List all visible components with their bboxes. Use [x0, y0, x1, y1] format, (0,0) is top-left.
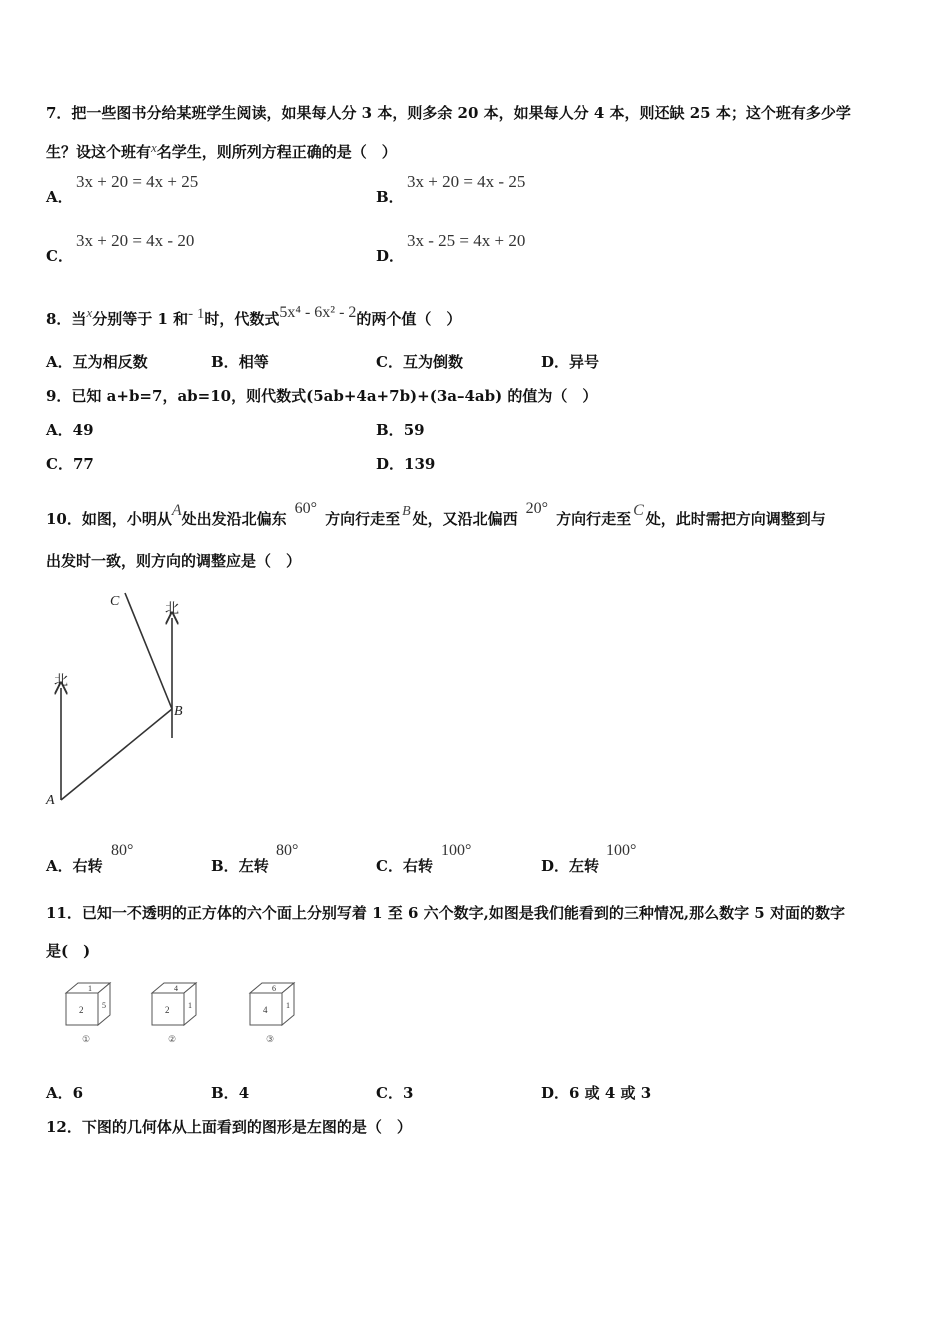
q8-stem-part3: 时，代数式: [204, 310, 280, 328]
figure-label-a: A: [46, 793, 55, 808]
q7-option-b-label: B．: [376, 188, 404, 206]
q8-var: x: [86, 305, 93, 320]
q8-option-c: C．互为倒数: [376, 353, 463, 371]
cube-3-caption: ③: [266, 1034, 275, 1044]
cube-3-top: 6: [272, 984, 276, 993]
q8-stem-part4: 的两个值（ ）: [356, 310, 462, 328]
segment-ab: [61, 709, 172, 800]
q8-option-a: A．互为相反数: [46, 353, 148, 371]
cube-2-front: 2: [165, 1005, 170, 1015]
q10-option-a: A．右转: [46, 857, 103, 875]
q10-option-d-angle: 100°: [606, 842, 637, 859]
q7-var: x: [151, 140, 157, 155]
cube-1-top: 1: [88, 984, 92, 993]
q7-option-d-expr: 3x - 25 = 4x + 20: [407, 231, 526, 250]
q10-option-b: B．左转: [211, 857, 269, 875]
q10-option-c: C．右转: [376, 857, 433, 875]
north-label-a: 北: [54, 674, 68, 689]
cube-2-top: 4: [174, 984, 178, 993]
q10-point-b: B: [402, 504, 411, 519]
q8-stem: [46, 304, 461, 329]
cube-3-side: 1: [286, 1001, 290, 1010]
q10-angle-20: 20°: [525, 500, 549, 517]
q10-stem-line2: 出发时一致，则方向的调整应是（ ）: [46, 552, 302, 570]
q8-neg-one: - 1: [188, 306, 205, 322]
cube-1-caption: ①: [82, 1034, 91, 1044]
q10-option-c-angle: 100°: [441, 842, 472, 859]
cube-3: [250, 983, 294, 1044]
q11-option-b: B．4: [211, 1084, 250, 1102]
q10-option-b-angle: 80°: [276, 842, 299, 859]
q10-angle-60: 60°: [294, 500, 318, 517]
q9-option-a: A．49: [46, 421, 94, 439]
q10-direction-figure: [40, 585, 210, 810]
q11-stem-line2: 是( ): [46, 942, 91, 960]
cube-3-front: 4: [263, 1005, 268, 1015]
cube-1-side: 5: [102, 1001, 106, 1010]
q11-cube-figures: [60, 978, 310, 1048]
q12-stem: 12．下图的几何体从上面看到的图形是左图的是（ ）: [46, 1118, 412, 1136]
q11-option-c: C．3: [376, 1084, 414, 1102]
q10-option-d: D．左转: [541, 857, 600, 875]
q7-option-a-label: A．: [46, 188, 73, 206]
q9-option-b: B．59: [376, 421, 425, 439]
cube-2: [152, 983, 196, 1044]
q7-stem-part2: 名学生，则所列方程正确的是（ ）: [156, 143, 397, 161]
q8-expression: 5x⁴ - 6x² - 2: [279, 304, 357, 321]
q11-stem-line1: 11．已知一不透明的正方体的六个面上分别写着 1 至 6 六个数字,如图是我们能看到的三种情况,那么数字 5 对面的数字: [46, 904, 845, 922]
q7-option-c-expr: 3x + 20 = 4x - 20: [76, 231, 195, 250]
figure-label-c: C: [110, 594, 120, 609]
q10-option-a-angle: 80°: [111, 842, 134, 859]
q11-option-a: A．6: [46, 1084, 84, 1102]
q7-option-b-expr: 3x + 20 = 4x - 25: [407, 172, 526, 191]
q8-stem-part2: 分别等于 1 和: [92, 310, 189, 328]
q10-point-c: C: [633, 502, 644, 519]
figure-label-b: B: [174, 704, 183, 719]
q7-option-d-label: D．: [376, 247, 405, 265]
north-label-b: 北: [165, 602, 179, 617]
q10-stem-line1: 10．如图，小明从A处出发沿北偏东60°方向行走至 B 处，又沿北偏西20°方向行走至 C 处，此时需把方向调整到与: [46, 500, 826, 528]
cube-2-caption: ②: [168, 1034, 177, 1044]
q7-option-c-label: C．: [46, 247, 73, 265]
q8-stem-part1: 8．当: [46, 310, 87, 328]
q11-option-d: D．6 或 4 或 3: [541, 1084, 652, 1102]
q10-point-a: A: [171, 502, 182, 519]
q9-option-c: C．77: [46, 455, 94, 473]
q7-stem-part1: 生？设这个班有: [46, 143, 152, 161]
q9-option-d: D．139: [376, 455, 436, 473]
q7-option-a-expr: 3x + 20 = 4x + 25: [76, 172, 199, 191]
q7-stem-line1: 7．把一些图书分给某班学生阅读，如果每人分 3 本，则多余 20 本，如果每人分 4 本，则还缺 25 本；这个班有多少学: [46, 104, 851, 122]
q7-stem-line2: [46, 140, 397, 162]
q9-stem: 9．已知 a+b=7，ab=10，则代数式(5ab+4a+7b)+(3a–4ab) 的值为（ ）: [46, 387, 598, 405]
q8-option-b: B．相等: [211, 353, 269, 371]
q8-option-d: D．异号: [541, 353, 600, 371]
cube-2-side: 1: [188, 1001, 192, 1010]
cube-1-front: 2: [79, 1005, 84, 1015]
cube-1: [66, 983, 110, 1044]
